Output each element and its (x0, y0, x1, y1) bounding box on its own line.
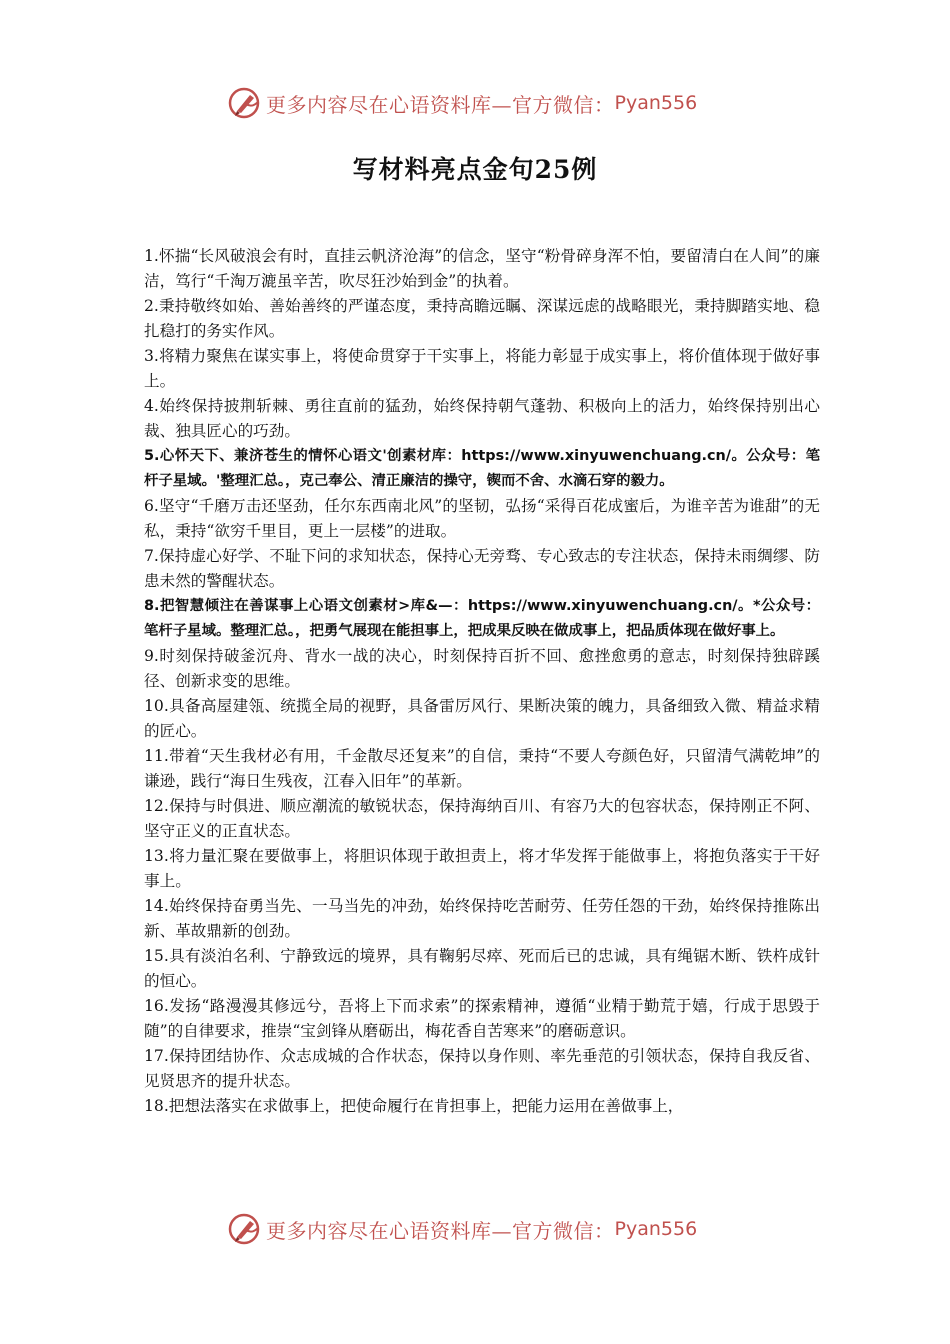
paragraph: 12.保持与时俱进、顺应潮流的敏锐状态，保持海纳百川、有容乃大的包容状态，保持刚正不阿、坚守正义的正直状态。 (144, 797, 820, 840)
paragraph: 8.把智慧倾注在善谋事上心语文创素材>库&—：https://www.xinyuwenchuang.cn/。*公众号：笔杆子星域。整理汇总。，把勇气展现在能担事上，把成果反映在做成事上，把品质体现在做好事上。 (144, 598, 820, 639)
paragraph: 1.怀揣“长风破浪会有时，直挂云帆济沧海”的信念，坚守“粉骨碎身浑不怕，要留清白在人间”的廉洁，笃行“千淘万漉虽辛苦，吹尽狂沙始到金”的执着。 (144, 247, 820, 290)
paragraph: 4.始终保持披荆斩棘、勇往直前的猛劲，始终保持朝气蓬勃、积极向上的活力，始终保持别出心裁、独具匠心的巧劲。 (144, 397, 820, 440)
banner-text: 更多内容尽在心语资料库—官方微信： (266, 1218, 615, 1243)
header-banner (228, 85, 748, 121)
document-body (144, 244, 820, 1119)
paragraph: 15.具有淡泊名利、宁静致远的境界，具有鞠躬尽瘁、死而后已的忠诚，具有绳锯木断、铁杵成针的恒心。 (144, 947, 820, 990)
paragraph: 11.带着“天生我材必有用，千金散尽还复来”的自信，秉持“不要人夸颜色好，只留清气满乾坤”的谦逊，践行“海日生残夜，江春入旧年”的革新。 (144, 747, 820, 790)
paragraph: 2.秉持敬终如始、善始善终的严谨态度，秉持高瞻远瞩、深谋远虑的战略眼光，秉持脚踏实地、稳扎稳打的务实作风。 (144, 297, 820, 340)
footer-banner (228, 1211, 748, 1247)
banner-wechat-id: Pyan556 (614, 92, 698, 114)
paragraph: 3.将精力聚焦在谋实事上，将使命贯穿于干实事上，将能力彰显于成实事上，将价值体现于做好事上。 (144, 347, 820, 390)
paragraph: 17.保持团结协作、众志成城的合作状态，保持以身作则、率先垂范的引领状态，保持自我反省、见贤思齐的提升状态。 (144, 1047, 820, 1090)
paragraph: 5.心怀天下、兼济苍生的情怀心语文'创素材库：https://www.xinyuwenchuang.cn/。公众号：笔杆子星域。'整理汇总。，克己奉公、清正廉洁的操守，锲而不舍、水滴石穿的毅力。 (144, 448, 820, 489)
banner-text: 更多内容尽在心语资料库—官方微信： (266, 92, 615, 117)
document-title: 写材料亮点金句25例 (352, 155, 598, 184)
paragraph: 9.时刻保持破釜沉舟、背水一战的决心，时刻保持百折不回、愈挫愈勇的意志，时刻保持独辟蹊径、创新求变的思维。 (144, 647, 820, 690)
paragraph: 7.保持虚心好学、不耻下问的求知状态，保持心无旁骛、专心致志的专注状态，保持未雨绸缪、防患未然的警醒状态。 (144, 547, 820, 590)
pen-logo-icon (228, 86, 262, 120)
paragraph: 16.发扬“路漫漫其修远兮，吾将上下而求索”的探索精神，遵循“业精于勤荒于嬉，行成于思毁于随”的自律要求，推崇“宝剑锋从磨砺出，梅花香自苦寒来”的磨砺意识。 (144, 997, 820, 1040)
paragraph: 6.坚守“千磨万击还坚劲，任尔东西南北风”的坚韧，弘扬“采得百花成蜜后，为谁辛苦为谁甜”的无私，秉持“欲穷千里目，更上一层楼”的进取。 (144, 497, 820, 540)
pen-logo-icon (228, 1212, 262, 1246)
banner-wechat-id: Pyan556 (614, 1218, 698, 1240)
paragraph: 10.具备高屋建瓴、统揽全局的视野，具备雷厉风行、果断决策的魄力，具备细致入微、精益求精的匠心。 (144, 697, 820, 740)
paragraph: 18.把想法落实在求做事上，把使命履行在肯担事上，把能力运用在善做事上， (144, 1097, 684, 1115)
paragraph: 14.始终保持奋勇当先、一马当先的冲劲，始终保持吃苦耐劳、任劳任怨的干劲，始终保持推陈出新、革故鼎新的创劲。 (144, 897, 820, 940)
paragraph: 13.将力量汇聚在要做事上，将胆识体现于敢担责上，将才华发挥于能做事上，将抱负落实于干好事上。 (144, 847, 820, 890)
